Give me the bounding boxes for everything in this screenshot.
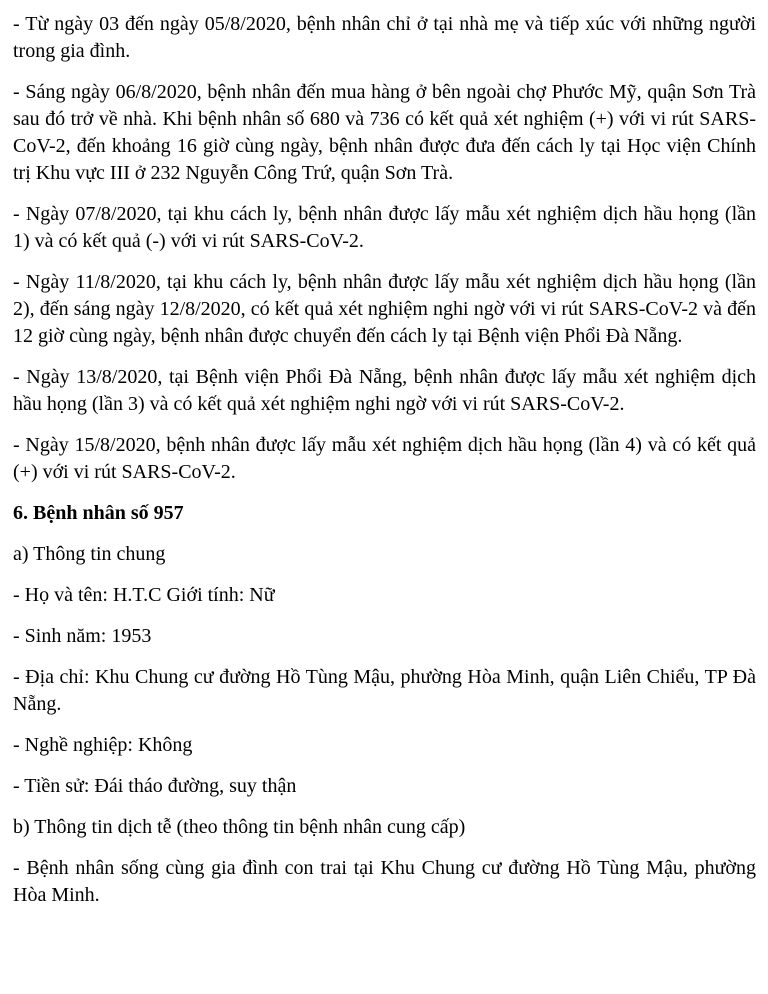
patient-address: - Địa chỉ: Khu Chung cư đường Hồ Tùng Mậu, phường Hòa Minh, quận Liên Chiểu, TP Đà Nẵng. xyxy=(13,666,756,715)
section-heading-patient-957: 6. Bệnh nhân số 957 xyxy=(13,502,184,524)
epidemiology-entry-residence: - Bệnh nhân sống cùng gia đình con trai tại Khu Chung cư đường Hồ Tùng Mậu, phường Hòa Minh. xyxy=(13,857,756,906)
document-body xyxy=(13,11,756,909)
patient-occupation: - Nghề nghiệp: Không xyxy=(13,734,193,756)
patient-birth-year: - Sinh năm: 1953 xyxy=(13,625,152,647)
patient-medical-history: - Tiền sử: Đái tháo đường, suy thận xyxy=(13,775,297,797)
timeline-entry-15-8: - Ngày 15/8/2020, bệnh nhân được lấy mẫu xét nghiệm dịch hầu họng (lần 4) và có kết quả (+) với vi rút SARS-CoV-2. xyxy=(13,434,756,483)
timeline-entry-03-05-8: - Từ ngày 03 đến ngày 05/8/2020, bệnh nhân chỉ ở tại nhà mẹ và tiếp xúc với những người trong gia đình. xyxy=(13,13,756,62)
subsection-epidemiology-info: b) Thông tin dịch tễ (theo thông tin bệnh nhân cung cấp) xyxy=(13,816,466,838)
timeline-entry-11-8: - Ngày 11/8/2020, tại khu cách ly, bệnh nhân được lấy mẫu xét nghiệm dịch hầu họng (lần 2), đến sáng ngày 12/8/2020, có kết quả xét nghiệm nghi ngờ với vi rút SARS-CoV-2 và đến 12 giờ cùng ngày, bệnh nhân được chuyển đến cách ly tại Bệnh viện Phổi Đà Nẵng. xyxy=(13,271,756,347)
timeline-entry-06-8: - Sáng ngày 06/8/2020, bệnh nhân đến mua hàng ở bên ngoài chợ Phước Mỹ, quận Sơn Trà sau đó trở về nhà. Khi bệnh nhân số 680 và 736 có kết quả xét nghiệm (+) với vi rút SARS-CoV-2, đến khoảng 16 giờ cùng ngày, bệnh nhân được đưa đến cách ly tại Học viện Chính trị Khu vực III ở 232 Nguyễn Công Trứ, quận Sơn Trà. xyxy=(13,81,756,184)
timeline-entry-13-8: - Ngày 13/8/2020, tại Bệnh viện Phổi Đà Nẵng, bệnh nhân được lấy mẫu xét nghiệm dịch hầu họng (lần 3) và có kết quả xét nghiệm nghi ngờ với vi rút SARS-CoV-2. xyxy=(13,366,756,415)
patient-name-gender: - Họ và tên: H.T.C Giới tính: Nữ xyxy=(13,584,275,606)
timeline-entry-07-8: - Ngày 07/8/2020, tại khu cách ly, bệnh nhân được lấy mẫu xét nghiệm dịch hầu họng (lần 1) và có kết quả (-) với vi rút SARS-CoV-2. xyxy=(13,203,756,252)
subsection-general-info: a) Thông tin chung xyxy=(13,543,166,565)
